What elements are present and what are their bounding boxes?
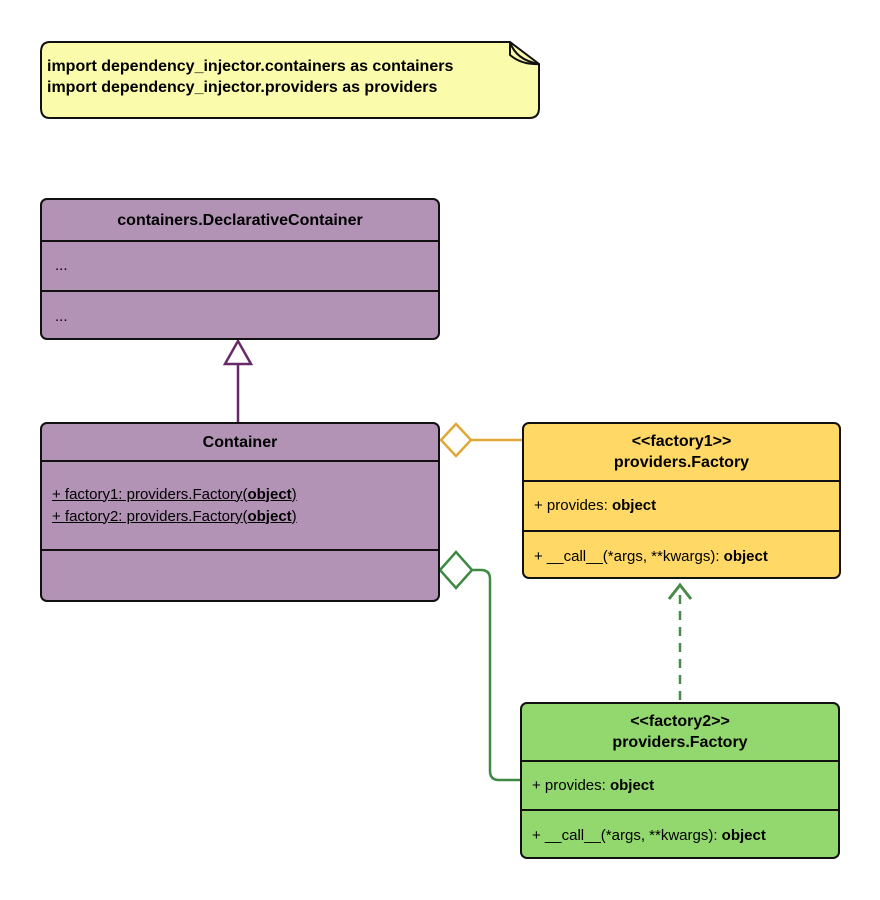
aggregation-factory2 <box>440 552 520 780</box>
stereotype-text: <<factory1>> <box>631 433 732 450</box>
inheritance-arrow <box>225 341 251 422</box>
class-factory2 <box>520 702 840 859</box>
attribute-provides: + provides: object <box>532 776 655 794</box>
class-container <box>40 422 440 602</box>
ellipsis-text: ... <box>55 308 68 325</box>
class-factory1-title <box>524 424 839 480</box>
factory1-attributes-section <box>524 480 839 530</box>
class-declarative-container-title <box>42 200 438 240</box>
aggregation-factory1-diamond <box>441 424 471 456</box>
ellipsis-text: ... <box>55 257 68 274</box>
inheritance-triangle <box>225 341 251 364</box>
class-title-text: providers.Factory <box>612 734 748 751</box>
factory2-attributes-section <box>522 760 838 809</box>
aggregation-factory2-line <box>472 570 520 780</box>
class-title-text: Container <box>202 433 278 451</box>
method-call: + __call__(*args, **kwargs): object <box>534 547 768 565</box>
import-note <box>40 41 541 119</box>
class-factory1 <box>522 422 841 579</box>
container-methods-section <box>42 549 438 602</box>
container-attributes-section <box>42 460 438 549</box>
factory1-methods-section <box>524 530 839 579</box>
class-title-text: providers.Factory <box>613 454 750 471</box>
aggregation-factory2-diamond <box>440 552 472 588</box>
note-text <box>40 41 541 98</box>
class-container-title <box>42 424 438 460</box>
declarative-methods-section <box>42 290 438 340</box>
aggregation-factory1 <box>441 424 522 456</box>
class-title-text: containers.DeclarativeContainer <box>117 211 363 229</box>
class-factory2-title <box>522 704 838 760</box>
class-declarative-container <box>40 198 440 340</box>
dependency-arrow <box>669 585 691 700</box>
note-line-2: import dependency_injector.providers as providers <box>47 79 438 96</box>
attribute-factory2: + factory2: providers.Factory(object) <box>52 507 297 525</box>
factory2-methods-section <box>522 809 838 859</box>
attribute-provides: + provides: object <box>534 497 657 514</box>
note-line-1: import dependency_injector.containers as containers <box>47 58 454 75</box>
method-call: + __call__(*args, **kwargs): object <box>532 827 766 844</box>
attribute-factory1: + factory1: providers.Factory(object) <box>52 485 297 503</box>
declarative-attributes-section <box>42 240 438 290</box>
stereotype-text: <<factory2>> <box>630 713 730 730</box>
